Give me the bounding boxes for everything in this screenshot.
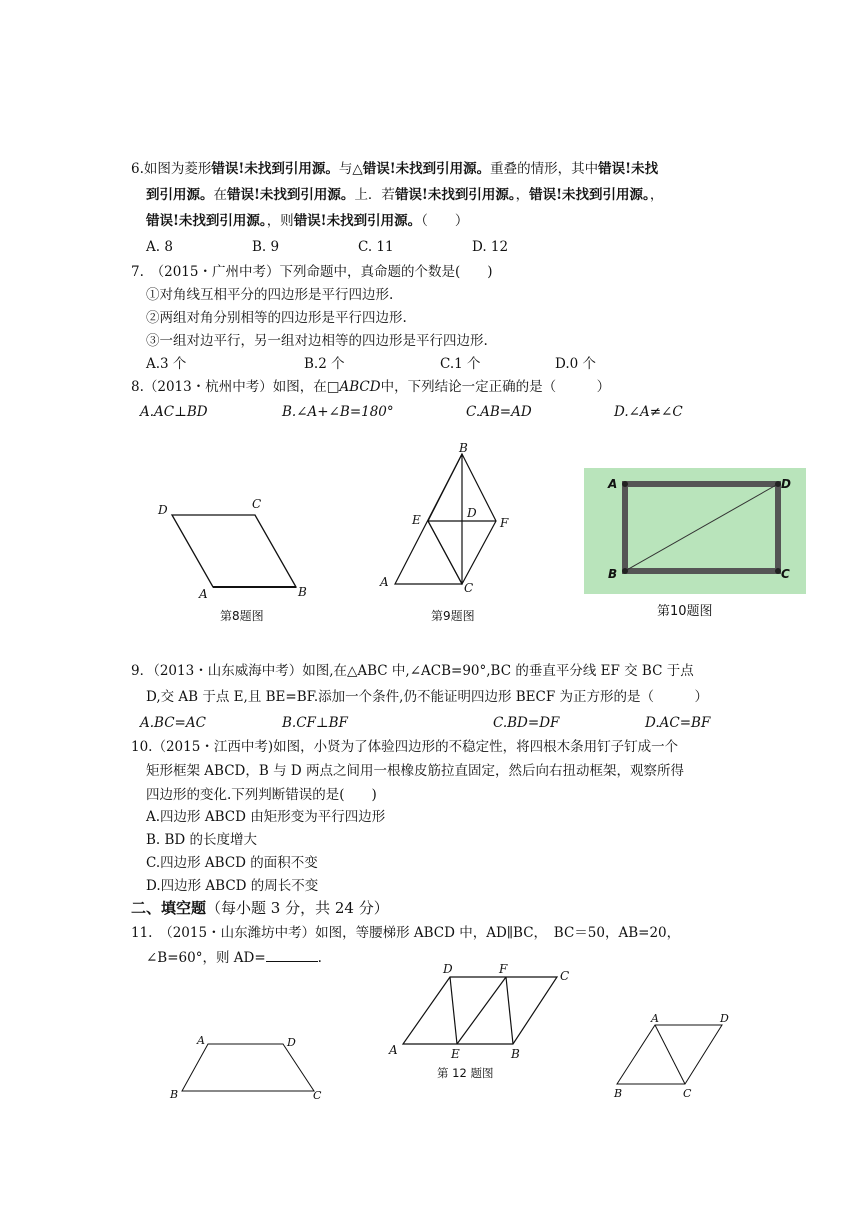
q8-option-a: A.AC⊥BD	[140, 404, 208, 420]
q9-option-c: C.BD=DF	[493, 715, 560, 731]
q9-option-a: A.BC=AC	[140, 715, 206, 731]
q10-line1: 10.（2015・江西中考)如图，小贤为了体验四边形的不稳定性，将四根木条用钉子钉成一个	[131, 739, 679, 755]
ref-error: 错误!未找到引用源。	[293, 213, 422, 229]
q6-text: ，	[649, 187, 664, 203]
ref-error: 错误!未找到引用源。	[227, 187, 355, 203]
figure-8	[150, 490, 320, 605]
q7-option-b: B.2 个	[304, 356, 345, 372]
section-2-heading	[131, 899, 389, 917]
figure-10	[584, 468, 806, 594]
q6-option-d: D. 12	[472, 239, 509, 255]
label-a: A	[197, 1034, 205, 1047]
label-a: A	[199, 587, 208, 601]
label-a: A	[389, 1043, 398, 1057]
q6-option-c: C. 11	[358, 239, 394, 255]
ref-error: 错误!未找	[598, 161, 659, 177]
q6-text: ，则	[266, 213, 294, 229]
q10-option-d: D.四边形 ABCD 的周长不变	[146, 878, 319, 894]
ref-error: 错误!未找到引用源。	[362, 161, 491, 177]
q11-text: .	[317, 950, 322, 966]
label-c: C	[252, 497, 262, 511]
label-c: C	[781, 567, 790, 581]
q10-option-a: A.四边形 ABCD 由矩形变为平行四边形	[146, 809, 386, 825]
q10-line3: 四边形的变化.下列判断错误的是( )	[146, 787, 377, 803]
label-b: B	[459, 441, 468, 455]
q10-option-c: C.四边形 ABCD 的面积不变	[146, 855, 318, 871]
q7-item-3: ③一组对边平行，另一组对边相等的四边形是平行四边形.	[146, 333, 488, 349]
q6-text: 在	[213, 187, 227, 203]
q9-option-b: B.CF⊥BF	[282, 715, 348, 731]
figure-9	[372, 440, 522, 605]
label-f: F	[499, 962, 508, 976]
ref-error: 错误!未找到引用源。	[211, 161, 339, 177]
q10-line2: 矩形框架 ABCD，B 与 D 两点之间用一根橡皮筋拉直固定，然后向右扭动框架，观察所得	[146, 763, 684, 779]
q9-line1: 9．（2013・山东威海中考）如图,在△ABC 中,∠ACB=90°,BC 的垂直平分线 EF 交 BC 于点	[131, 663, 694, 679]
label-f: F	[500, 516, 509, 530]
diagonal-bd	[625, 484, 778, 571]
figure-8-caption: 第8题图	[220, 609, 264, 623]
figure-10-background	[584, 468, 806, 594]
q6-text: 6.如图为菱形	[131, 161, 212, 177]
figure-11-trapezoid	[165, 1030, 335, 1105]
q11-line1: 11. （2015・山东潍坊中考）如图，等腰梯形 ABCD 中，AD∥BC， BC＝50，AB=20，	[131, 925, 681, 941]
q11-text: ∠B=60°，则 AD=	[146, 950, 266, 966]
q6-line2	[146, 186, 663, 204]
parallelogram-shape	[403, 977, 557, 1044]
label-d: D	[720, 1012, 729, 1025]
label-e: E	[451, 1047, 460, 1061]
q10-option-b: B. BD 的长度增大	[146, 832, 258, 848]
q8-option-c: C.AB=AD	[466, 404, 532, 420]
q6-line1	[131, 160, 658, 178]
label-c: C	[683, 1087, 692, 1100]
q6-text: （ ）	[421, 213, 469, 229]
segment-ec	[428, 521, 462, 584]
label-c: C	[313, 1089, 322, 1102]
q8-stem	[131, 378, 610, 396]
q6-text: 与△	[338, 161, 363, 177]
ref-error: 到引用源。	[146, 187, 214, 203]
label-b: B	[608, 567, 618, 581]
figure-13-parallelogram	[605, 1008, 745, 1103]
q7-item-1: ①对角线互相平分的四边形是平行四边形.	[146, 287, 394, 303]
q6-text: ，	[515, 187, 530, 203]
label-d: D	[781, 477, 791, 491]
segment-fb	[506, 977, 513, 1044]
q7-item-2: ②两组对角分别相等的四边形是平行四边形.	[146, 310, 407, 326]
q7-stem: 7. （2015・广州中考）下列命题中，真命题的个数是( )	[131, 264, 493, 280]
figure-12-caption: 第 12 题图	[437, 1066, 494, 1080]
diagonal-ac	[655, 1025, 685, 1084]
figure-12	[385, 960, 580, 1065]
figure-10-caption: 第10题图	[657, 604, 713, 619]
ref-error: 错误!未找到引用源。	[146, 213, 267, 229]
parallelogram-shape	[172, 515, 296, 587]
label-d: D	[467, 506, 477, 520]
figure-9-caption: 第9题图	[431, 609, 475, 623]
section-note: （每小题 3 分，共 24 分）	[206, 899, 389, 917]
q9-option-d: D.AC=BF	[645, 715, 711, 731]
q6-text: 上．若	[354, 187, 395, 203]
q8-option-d: D.∠A≠∠C	[614, 404, 683, 420]
label-c: C	[464, 581, 474, 595]
label-a: A	[651, 1012, 659, 1025]
label-d: D	[287, 1036, 296, 1049]
q6-text: 重叠的情形，其中	[490, 161, 599, 177]
label-b: B	[170, 1088, 179, 1101]
label-b: B	[614, 1087, 623, 1100]
label-b: B	[298, 585, 307, 599]
parallelogram-symbol: □	[326, 379, 340, 395]
segment-ef	[457, 977, 506, 1044]
q8-text: 中，下列结论一定正确的是（ ）	[380, 379, 611, 395]
q8-var: ABCD	[339, 379, 381, 395]
label-a: A	[608, 477, 618, 491]
label-e: E	[412, 513, 421, 527]
q7-option-d: D.0 个	[555, 356, 597, 372]
q11-line2	[146, 948, 322, 967]
label-b: B	[511, 1047, 520, 1061]
ref-error: 错误!未找到引用源。	[394, 187, 516, 203]
q9-line2: D,交 AB 于点 E,且 BE=BF.添加一个条件,仍不能证明四边形 BECF 为正方形的是（ ）	[146, 689, 709, 705]
ref-error: 错误!未找到引用源。	[529, 187, 650, 203]
label-d: D	[158, 503, 168, 517]
q7-option-a: A.3 个	[146, 356, 187, 372]
nail-b	[622, 568, 628, 574]
nail-a	[622, 481, 628, 487]
q6-line3	[146, 212, 468, 230]
q8-text: 8.（2013・杭州中考）如图，在	[131, 379, 327, 395]
answer-blank	[266, 948, 318, 962]
section-title: 二、填空题	[131, 899, 207, 917]
q6-option-a: A. 8	[146, 239, 173, 255]
q6-option-b: B. 9	[252, 239, 280, 255]
label-c: C	[560, 969, 570, 983]
label-d: D	[443, 962, 453, 976]
q7-option-c: C.1 个	[440, 356, 481, 372]
segment-de	[450, 977, 457, 1044]
q8-option-b: B.∠A+∠B=180°	[282, 404, 394, 420]
trapezoid-shape	[182, 1044, 314, 1091]
label-a: A	[380, 575, 389, 589]
